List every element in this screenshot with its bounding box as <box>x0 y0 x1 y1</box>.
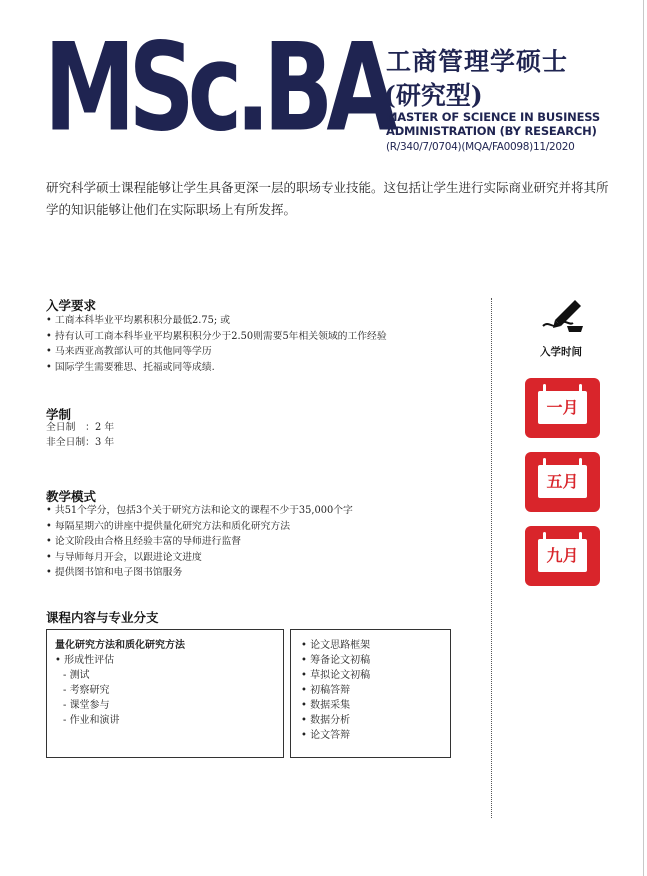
program-title-en <box>386 110 600 138</box>
duration-parttime: 非全日制：3 年 <box>46 437 115 448</box>
list-item: - 课堂参与 <box>55 698 275 713</box>
pen-signing-icon <box>537 296 587 336</box>
duration-title: 学制 <box>46 407 72 422</box>
course-box-heading: 量化研究方法和质化研究方法 <box>55 640 185 651</box>
list-item: • 工商本科毕业平均累积积分最低2.75; 或 <box>46 313 387 329</box>
list-item: • 共51个学分，包括3个关于研究方法和论文的课程不少于35,000个字 <box>46 503 353 519</box>
program-logo: MSc.BA <box>44 17 391 159</box>
thesis-stages-list <box>301 638 442 743</box>
list-item: • 与导师每月开会，以跟进论文进度 <box>46 550 353 566</box>
list-item: • 论文阶段由合格且经验丰富的导师进行监督 <box>46 534 353 550</box>
program-subtitle-cn: (研究型) <box>384 81 483 110</box>
list-item: - 测试 <box>55 668 275 683</box>
course-box-thesis <box>290 629 451 758</box>
list-item: • 论文思路框架 <box>301 638 442 653</box>
calendar-icon-september <box>525 526 600 586</box>
course-content-title: 课程内容与专业分支 <box>46 610 159 625</box>
list-item: • 数据分析 <box>301 713 442 728</box>
list-item: • 初稿答辩 <box>301 683 442 698</box>
list-item: • 草拟论文初稿 <box>301 668 442 683</box>
program-title-en-line1: MASTER OF SCIENCE IN BUSINESS <box>386 110 600 124</box>
teaching-mode-title: 教学模式 <box>46 489 97 504</box>
page-edge-line <box>643 0 644 876</box>
course-box-methods <box>46 629 284 758</box>
calendar-icon-may <box>525 452 600 512</box>
intake-month-january: 一月 <box>546 398 579 417</box>
list-item: • 持有认可工商本科毕业平均累积积分少于2.50则需要5年相关领域的工作经验 <box>46 329 387 345</box>
list-item: - 考察研究 <box>55 683 275 698</box>
calendar-icon-january <box>525 378 600 438</box>
teaching-mode-list <box>46 503 353 581</box>
list-item: • 形成性评估 <box>55 653 275 668</box>
assessment-list <box>55 653 275 728</box>
intake-month-may: 五月 <box>546 472 579 491</box>
list-item: • 论文答辩 <box>301 728 442 743</box>
list-item: • 数据采集 <box>301 698 442 713</box>
list-item: • 提供图书馆和电子图书馆服务 <box>46 565 353 581</box>
entry-requirements-list <box>46 313 387 375</box>
program-title-cn: 工商管理学硕士 <box>386 47 569 76</box>
entry-requirements-title: 入学要求 <box>46 298 97 313</box>
accreditation-code: (R/340/7/0704)(MQA/FA0098)11/2020 <box>386 141 575 153</box>
dotted-divider <box>491 298 492 818</box>
intake-month-september: 九月 <box>546 546 579 565</box>
list-item: • 筹备论文初稿 <box>301 653 442 668</box>
intro-paragraph: 研究科学硕士课程能够让学生具备更深一层的职场专业技能。这包括让学生进行实际商业研究并将其所学的知识能够让他们在实际职场上有所发挥。 <box>46 180 609 217</box>
intake-label: 入学时间 <box>540 346 582 358</box>
list-item: • 每隔星期六的讲座中提供量化研究方法和质化研究方法 <box>46 519 353 535</box>
duration-fulltime: 全日制 ：2 年 <box>46 422 115 433</box>
list-item: • 马来西亚高教部认可的其他同等学历 <box>46 344 387 360</box>
list-item: • 国际学生需要雅思、托福或同等成绩. <box>46 360 387 376</box>
program-title-en-line2: ADMINISTRATION (BY RESEARCH) <box>386 124 597 138</box>
list-item: - 作业和演讲 <box>55 713 275 728</box>
